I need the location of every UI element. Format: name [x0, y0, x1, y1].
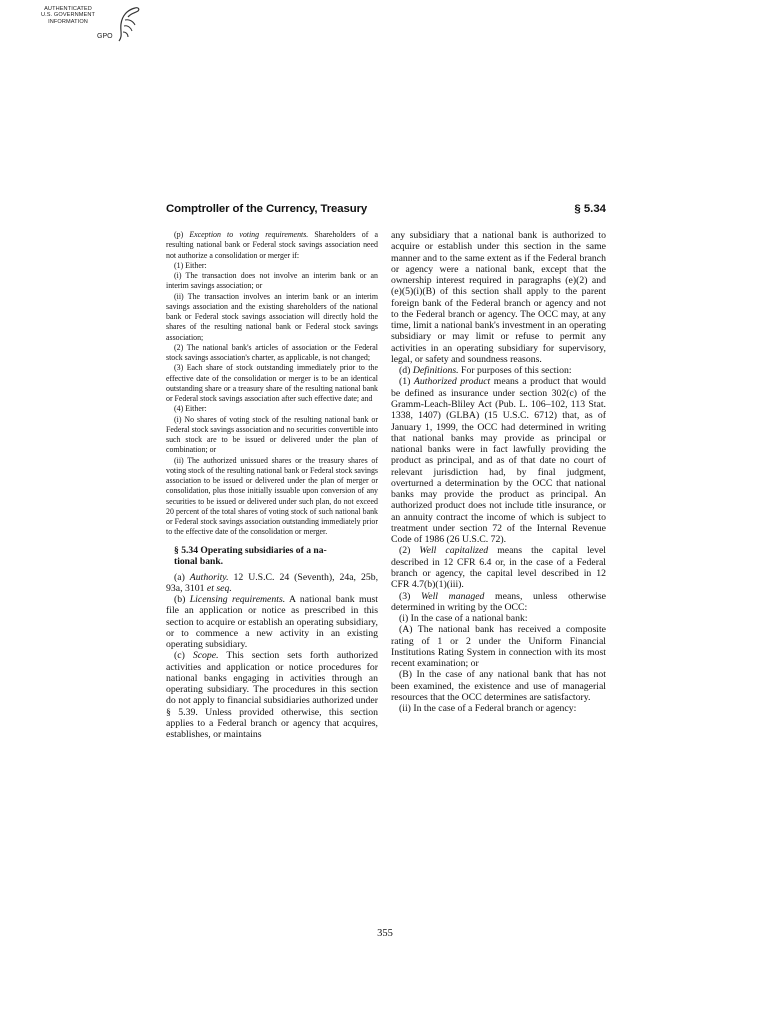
section-heading: § 5.34 Operating subsidiaries of a na- tional bank. — [174, 544, 327, 567]
running-header-title: Comptroller of the Currency, Treasury — [166, 203, 368, 215]
paragraph: (A) The national bank has received a composite rating of 1 or 2 under the Uniform Financial Institutions Rating System in connection with its most recent examination; or — [391, 624, 606, 670]
paragraph: (c) Scope. This section sets forth authorized activities and application or notice procedures for national banks engaging in activities through an operating subsidiary. The procedures in this section do not apply to financial subsidiaries authorized under § 5.39. Unless provided otherwise, this section applies to a Federal branch or agency that acquires, establishes, or maintains — [166, 650, 379, 741]
paragraph: (ii) The transaction involves an interim bank or an interim savings association and the existing shareholders of the national bank or Federal stock savings association will directly hold the shares of the resulting national bank or Federal stock savings association; — [166, 291, 378, 342]
paragraph-heading: Exception to voting requirements. — [189, 230, 309, 239]
paragraph: (2) Well capitalized means the capital level described in 12 CFR 6.4 or, in the case of a Federal branch or agency, the capital level described in 12 CFR 4.7(b)(1)(iii). — [391, 545, 606, 591]
gpo-mark: GPO — [97, 33, 113, 40]
paragraph: (i) In the case of a national bank: — [399, 613, 528, 625]
paragraph: (i) No shares of voting stock of the resulting national bank or Federal stock savings association and no securities convertible into such stock are to be issued or delivered under the plan of combination; or — [166, 414, 378, 455]
paragraph: (1) Either: — [174, 260, 207, 270]
running-header-section: § 5.34 — [574, 203, 606, 215]
gpo-badge-text — [29, 6, 107, 25]
running-header — [166, 203, 606, 219]
paragraph: (ii) The authorized unissued shares or the treasury shares of voting stock of the resulting national bank or Federal stock savings association to be issued or delivered under the plan of merger or consolidation, plus those initially issuable upon conversion of any securities to be issued or delivered under such plan, do not exceed 20 percent of the total shares of voting stock of such national bank or Federal stock savings association outstanding immediately prior to the effective date of the consolidation or merger. — [166, 455, 378, 537]
paragraph: (p) Exception to voting requirements. Shareholders of a resulting national bank or Federal stock savings association need not authorize a consolidation or merger if: — [166, 230, 378, 260]
paragraph: (3) Each share of stock outstanding immediately prior to the effective date of the consolidation or merger is to be an identical outstanding share or a treasury share of the resulting national bank or Federal stock savings association after such effective date; and — [166, 363, 378, 403]
paragraph: any subsidiary that a national bank is authorized to acquire or establish under this section in the same manner and to the same extent as if the Federal branch or agency were a national bank, except that the ownership interest required in paragraphs (e)(2) and (e)(5)(i)(B) of this section shall apply to the parent foreign bank of the Federal branch or agency and not to the Federal branch or agency. The OCC may, at any time, limit a national bank's investment in an operating subsidiary or may limit or refuse to permit any activities in an operating subsidiary for supervisory, legal, or safety and soundness reasons. — [391, 230, 606, 365]
paragraph: (i) The transaction does not involve an interim bank or an interim savings association; or — [166, 271, 378, 291]
paragraph: (a) Authority. 12 U.S.C. 24 (Seventh), 24a, 25b, 93a, 3101 et seq. — [166, 571, 379, 594]
badge-line: AUTHENTICATED — [44, 6, 92, 12]
left-column — [166, 230, 378, 740]
paragraph: (1) Authorized product means a product that would be defined as insurance under section 302(c) of the Gramm-Leach-Bliley Act (Pub. L. 106–102, 113 Stat. 1338, 1407) (GLBA) (15 U.S.C. 6712) that, as of January 1, 1999, the OCC had determined in writing that national banks may provide as principal or national banks were in fact lawfully providing the product as principal, and as of that date no court of relevant jurisdiction had, by final judgment, overturned a determination by the OCC that national banks may provide the product as principal. An authorized product does not include title insurance, or an annuity contract the income of which is subject to treatment under section 72 of the Internal Revenue Code of 1986 (26 U.S.C. 72). — [391, 376, 606, 546]
paragraph: (b) Licensing requirements. A national bank must file an application or notice as prescribed in this section to acquire or establish an operating subsidiary, or to commence a new activity in an existing operating subsidiary. — [166, 594, 378, 651]
paragraph: (B) In the case of any national bank that has not been examined, the existence and use of managerial resources that the OCC determines are satisfactory. — [391, 669, 606, 703]
paragraph: (3) Well managed means, unless otherwise determined in writing by the OCC: — [391, 590, 606, 613]
gpo-authentication-badge — [29, 6, 149, 46]
badge-line: INFORMATION — [48, 18, 88, 25]
paragraph: (2) The national bank's articles of association or the Federal stock savings association's charter, as applicable, is not changed; — [166, 342, 378, 362]
badge-line: U.S. GOVERNMENT — [40, 12, 96, 19]
eagle-logo-icon — [113, 4, 143, 44]
paragraph: (d) Definitions. For purposes of this section: — [399, 365, 572, 377]
section-5-34-body — [166, 572, 378, 741]
paragraph: (ii) In the case of a Federal branch or agency: — [399, 703, 577, 715]
page-number: 355 — [377, 928, 393, 939]
right-column — [391, 230, 606, 714]
paragraph: (4) Either: — [174, 404, 207, 414]
paragraph-p-block — [166, 230, 378, 538]
